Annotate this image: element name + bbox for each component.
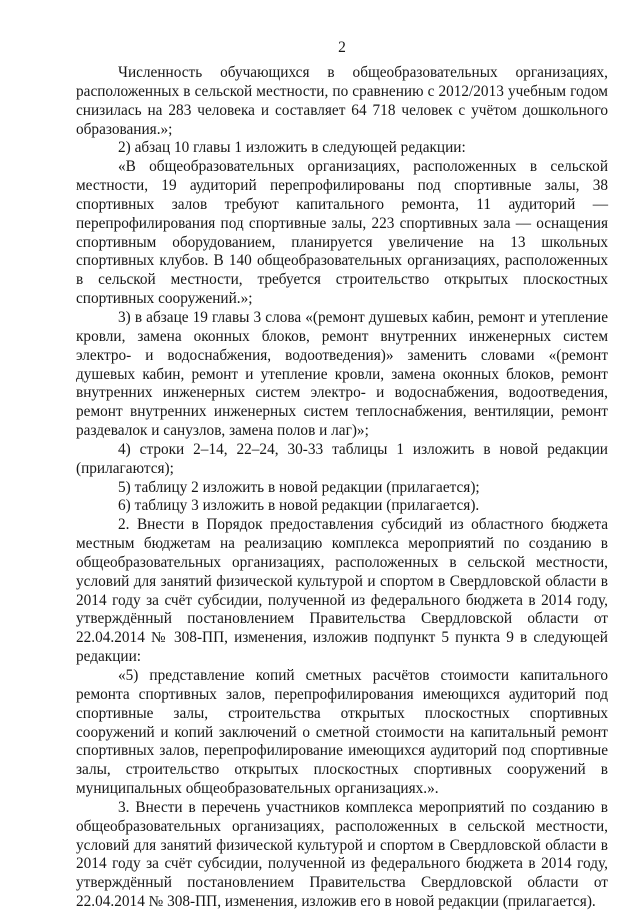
- paragraph-quote-subpoint-5: «5) представление копий сметных расчётов стоимости капитального ремонта спортивных залов, перепрофилирования имеющихся аудиторий под спортивные залы, строительства открытых плоскостных спортивных сооружений и копий заключений о сметной стоимости на капитальный ремонт спортивных залов, перепрофилирование имеющихся аудиторий под спортивные залы, строительство открытых плоскостных спортивных сооружений в муниципальных общеобразовательных организациях.».: [76, 667, 608, 798]
- paragraph-item-6: 6) таблицу 3 изложить в новой редакции (прилагается).: [118, 497, 480, 515]
- paragraph-section-2: 2. Внести в Порядок предоставления субсидий из областного бюджета местным бюджетам на реализацию комплекса мероприятий по созданию в общеобразовательных организациях, расположенных в сельской местности, условий для занятий физической культурой и спортом в Свердловской области в 2014 году за счёт субсидии, полученной из федерального бюджета в 2014 году, утверждённый постановлением Правительства Свердловской области от 22.04.2014 № 308-ПП, изменения, изложив подпункт 5 пункта 9 в следующей редакции:: [76, 516, 608, 666]
- page-number: 2: [338, 39, 346, 56]
- paragraph-item-5: 5) таблицу 2 изложить в новой редакции (прилагается);: [118, 478, 480, 496]
- paragraph-item-3: 3) в абзаце 19 главы 3 слова «(ремонт душевых кабин, ремонт и утепление кровли, замена оконных блоков, ремонт внутренних инженерных систем электро- и водоснабжения, водоотведения)» заменить словами «(ремонт душевых кабин, ремонт и утепление кровли, замена оконных блоков, ремонт внутренних инженерных систем электро- и водоснабжения, водоотведения, ремонт внутренних инженерных систем теплоснабжения, вентиляции, ремонт раздевалок и санузлов, замена полов и лаг)»;: [76, 308, 608, 440]
- document-page: [76, 38, 608, 912]
- paragraph-section-3: 3. Внести в перечень участников комплекса мероприятий по созданию в общеобразовательных организациях, расположенных в сельской местности, условий для занятий физической культурой и спортом в Свердловской области в 2014 году за счёт субсидии, полученной из федерального бюджета в 2014 году, утверждённый постановлением Правительства Свердловской области от 22.04.2014 № 308-ПП, изменения, изложив его в новой редакции (прилагается).: [76, 798, 608, 911]
- paragraph-item-2: 2) абзац 10 главы 1 изложить в следующей редакции:: [118, 139, 466, 157]
- paragraph-quote-facilities: «В общеобразовательных организациях, расположенных в сельской местности, 19 аудиторий перепрофилированы под спортивные залы, 38 спортивных залов требуют капитального ремонта, 11 аудиторий — перепрофилирования под спортивные залы, 223 спортивных зала — оснащения спортивным оборудованием, планируется увеличение на 13 школьных спортивных клубов. В 140 общеобразовательных организациях, расположенных в сельской местности, требуется строительство открытых плоскостных спортивных сооружений.»;: [76, 158, 608, 308]
- paragraph-enrollment: Численность обучающихся в общеобразовательных организациях, расположенных в сельской местности, по сравнению с 2012/2013 учебным годом снизилась на 283 человека и составляет 64 718 человек с учётом дошкольного образования.»;: [76, 64, 608, 138]
- paragraph-item-4: 4) строки 2–14, 22–24, 30-33 таблицы 1 изложить в новой редакции (прилагаются);: [76, 440, 608, 477]
